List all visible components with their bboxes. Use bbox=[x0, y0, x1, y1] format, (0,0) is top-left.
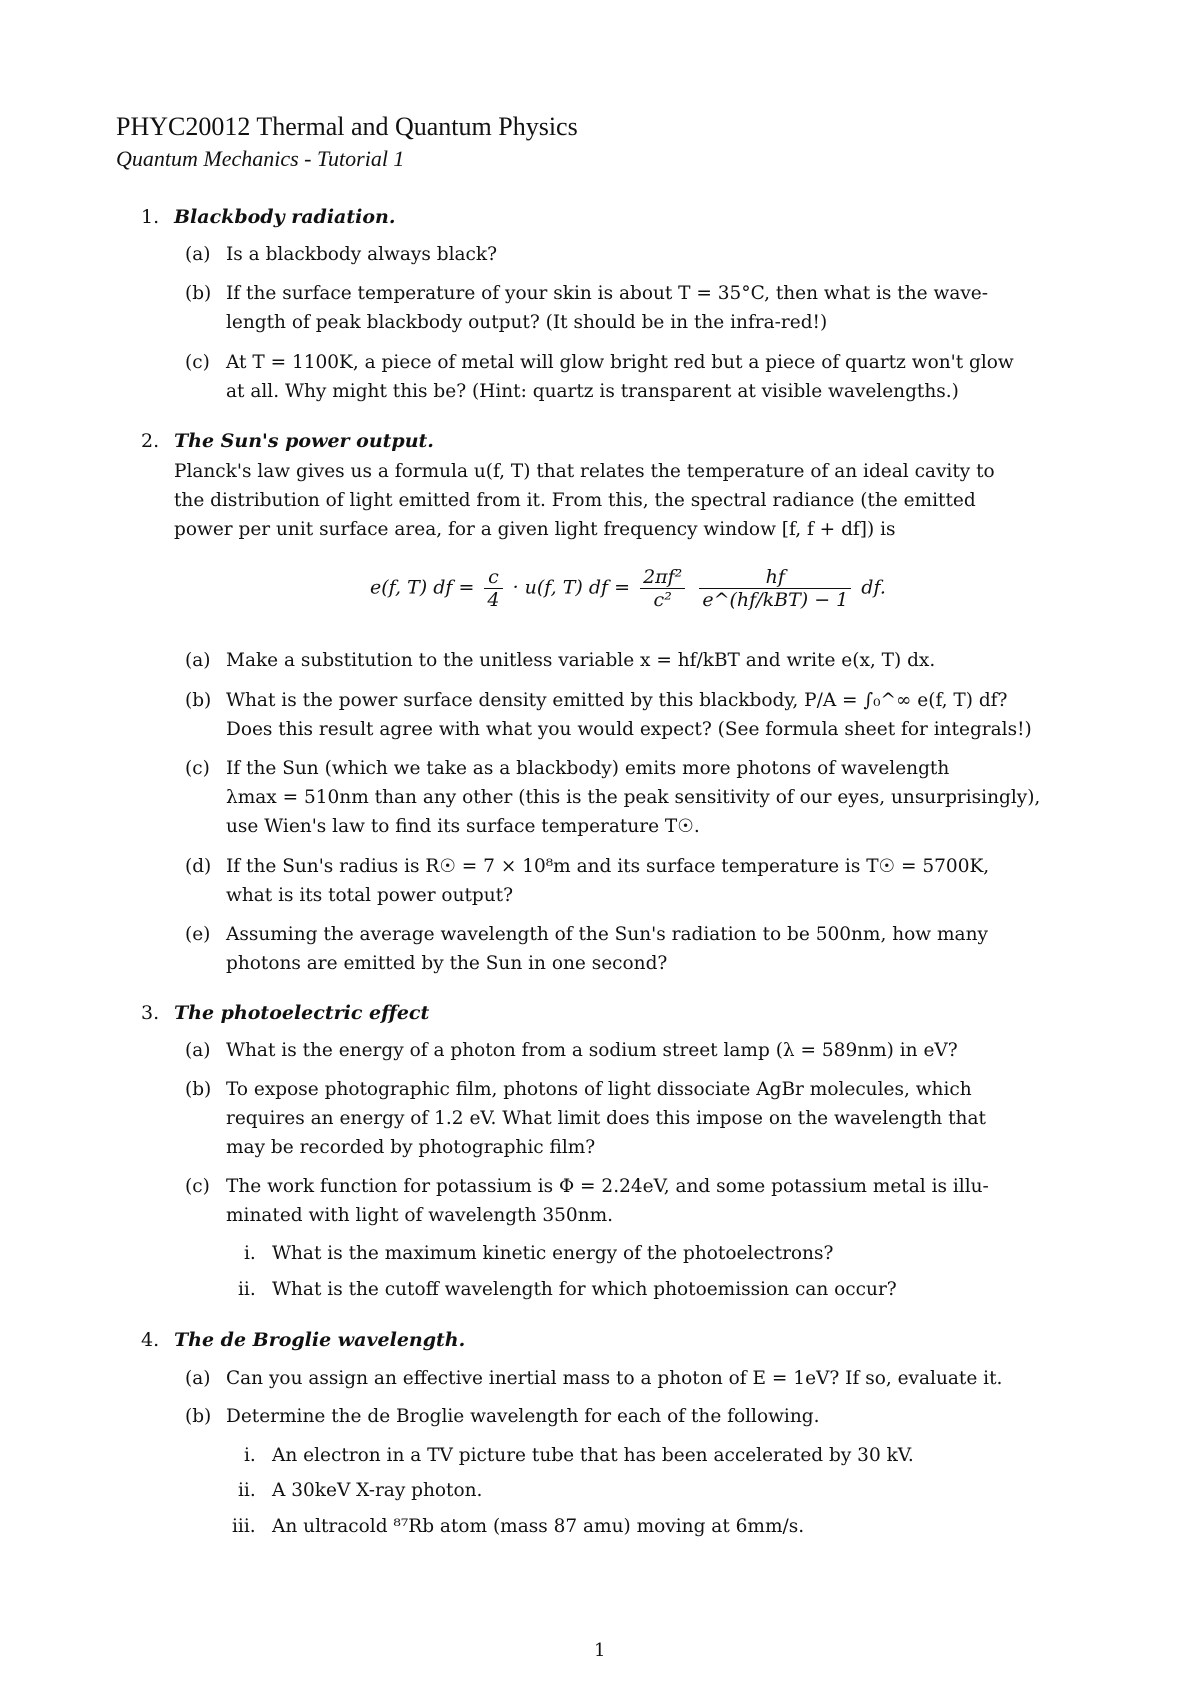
part-label: (a) bbox=[185, 244, 211, 265]
question-text: requires an energy of 1.2 eV. What limit does this impose on the wavelength that bbox=[226, 1108, 986, 1129]
question-text: Determine the de Broglie wavelength for each of the following. bbox=[226, 1406, 820, 1427]
page-subtitle: Quantum Mechanics - Tutorial 1 bbox=[116, 146, 405, 171]
question-heading: The photoelectric effect bbox=[174, 1002, 430, 1024]
part-label: (b) bbox=[185, 1079, 212, 1100]
question-text: The work function for potassium is Φ = 2.24eV, and some potassium metal is illu- bbox=[226, 1176, 989, 1197]
question-text: use Wien's law to find its surface temperature T☉. bbox=[226, 816, 700, 837]
part-label: (c) bbox=[185, 352, 210, 373]
question-text: What is the power surface density emitted by this blackbody, P/A = ∫₀^∞ e(f, T) df? bbox=[226, 690, 1008, 711]
paragraph-text: the distribution of light emitted from it. From this, the spectral radiance (the emitted bbox=[174, 490, 976, 511]
question-text: If the Sun's radius is R☉ = 7 × 10⁸m and its surface temperature is T☉ = 5700K, bbox=[226, 856, 990, 877]
question-text: A 30keV X-ray photon. bbox=[272, 1480, 483, 1501]
fraction-numerator: 2πf² bbox=[640, 566, 685, 589]
subpart-label: iii. bbox=[232, 1516, 256, 1537]
question-text: minated with light of wavelength 350nm. bbox=[226, 1205, 614, 1226]
question-text: Assuming the average wavelength of the Sun's radiation to be 500nm, how many bbox=[226, 924, 988, 945]
question-text: photons are emitted by the Sun in one second? bbox=[226, 953, 668, 974]
question-text: Does this result agree with what you would expect? (See formula sheet for integrals!) bbox=[226, 719, 1032, 740]
question-text: If the Sun (which we take as a blackbody) emits more photons of wavelength bbox=[226, 758, 950, 779]
equation-middle: · u(f, T) df = bbox=[512, 576, 631, 599]
question-text: Is a blackbody always black? bbox=[226, 244, 498, 265]
question-text: What is the cutoff wavelength for which photoemission can occur? bbox=[272, 1279, 897, 1300]
part-label: (b) bbox=[185, 690, 212, 711]
planck-equation bbox=[370, 566, 886, 611]
fraction-denominator: e^(hf/kBT) − 1 bbox=[702, 589, 849, 611]
part-label: (c) bbox=[185, 1176, 210, 1197]
fraction-numerator: c bbox=[484, 566, 502, 589]
equation-end: df. bbox=[861, 576, 886, 599]
part-label: (b) bbox=[185, 283, 212, 304]
fraction-numerator: hf bbox=[699, 566, 851, 589]
paragraph-text: power per unit surface area, for a given light frequency window [f, f + df]) is bbox=[174, 519, 896, 540]
question-text: If the surface temperature of your skin is about T = 35°C, then what is the wave- bbox=[226, 283, 989, 304]
subpart-label: ii. bbox=[238, 1480, 256, 1501]
question-text: An ultracold ⁸⁷Rb atom (mass 87 amu) moving at 6mm/s. bbox=[272, 1516, 805, 1537]
fraction-2pif2-over-c2 bbox=[640, 566, 685, 611]
equation-lhs: e(f, T) df = bbox=[370, 576, 475, 599]
question-heading: Blackbody radiation. bbox=[174, 206, 396, 228]
question-text: To expose photographic film, photons of light dissociate AgBr molecules, which bbox=[226, 1079, 972, 1100]
paragraph-text: Planck's law gives us a formula u(f, T) that relates the temperature of an ideal cavity to bbox=[174, 461, 995, 482]
question-text: An electron in a TV picture tube that has been accelerated by 30 kV. bbox=[272, 1445, 914, 1466]
question-text: Make a substitution to the unitless variable x = hf/kBT and write e(x, T) dx. bbox=[226, 650, 936, 671]
subpart-label: i. bbox=[244, 1445, 256, 1466]
page-number: 1 bbox=[594, 1640, 606, 1661]
part-label: (a) bbox=[185, 1040, 211, 1061]
part-label: (a) bbox=[185, 1368, 211, 1389]
question-number: 1. bbox=[141, 206, 160, 228]
question-text: what is its total power output? bbox=[226, 885, 514, 906]
question-number: 2. bbox=[141, 430, 160, 452]
question-text: Can you assign an effective inertial mass to a photon of E = 1eV? If so, evaluate it. bbox=[226, 1368, 1003, 1389]
question-text: At T = 1100K, a piece of metal will glow bright red but a piece of quartz won't glow bbox=[226, 352, 1014, 373]
question-number: 4. bbox=[141, 1329, 160, 1351]
part-label: (c) bbox=[185, 758, 210, 779]
question-number: 3. bbox=[141, 1002, 160, 1024]
question-text: at all. Why might this be? (Hint: quartz is transparent at visible wavelengths.) bbox=[226, 381, 959, 402]
question-heading: The de Broglie wavelength. bbox=[174, 1329, 466, 1351]
subpart-label: ii. bbox=[238, 1279, 256, 1300]
part-label: (e) bbox=[185, 924, 211, 945]
question-text: may be recorded by photographic film? bbox=[226, 1137, 596, 1158]
part-label: (d) bbox=[185, 856, 212, 877]
page-title: PHYC20012 Thermal and Quantum Physics bbox=[116, 112, 578, 141]
question-heading: The Sun's power output. bbox=[174, 430, 434, 452]
question-text: λmax = 510nm than any other (this is the peak sensitivity of our eyes, unsurprisingly), bbox=[226, 787, 1041, 808]
question-text: length of peak blackbody output? (It should be in the infra-red!) bbox=[226, 312, 828, 333]
fraction-hf-over-exp bbox=[699, 566, 851, 611]
subpart-label: i. bbox=[244, 1243, 256, 1264]
fraction-denominator: 4 bbox=[487, 589, 500, 611]
question-text: What is the maximum kinetic energy of the photoelectrons? bbox=[272, 1243, 834, 1264]
part-label: (a) bbox=[185, 650, 211, 671]
part-label: (b) bbox=[185, 1406, 212, 1427]
fraction-denominator: c² bbox=[653, 589, 672, 611]
question-text: What is the energy of a photon from a sodium street lamp (λ = 589nm) in eV? bbox=[226, 1040, 958, 1061]
fraction-c-over-4 bbox=[484, 566, 502, 611]
